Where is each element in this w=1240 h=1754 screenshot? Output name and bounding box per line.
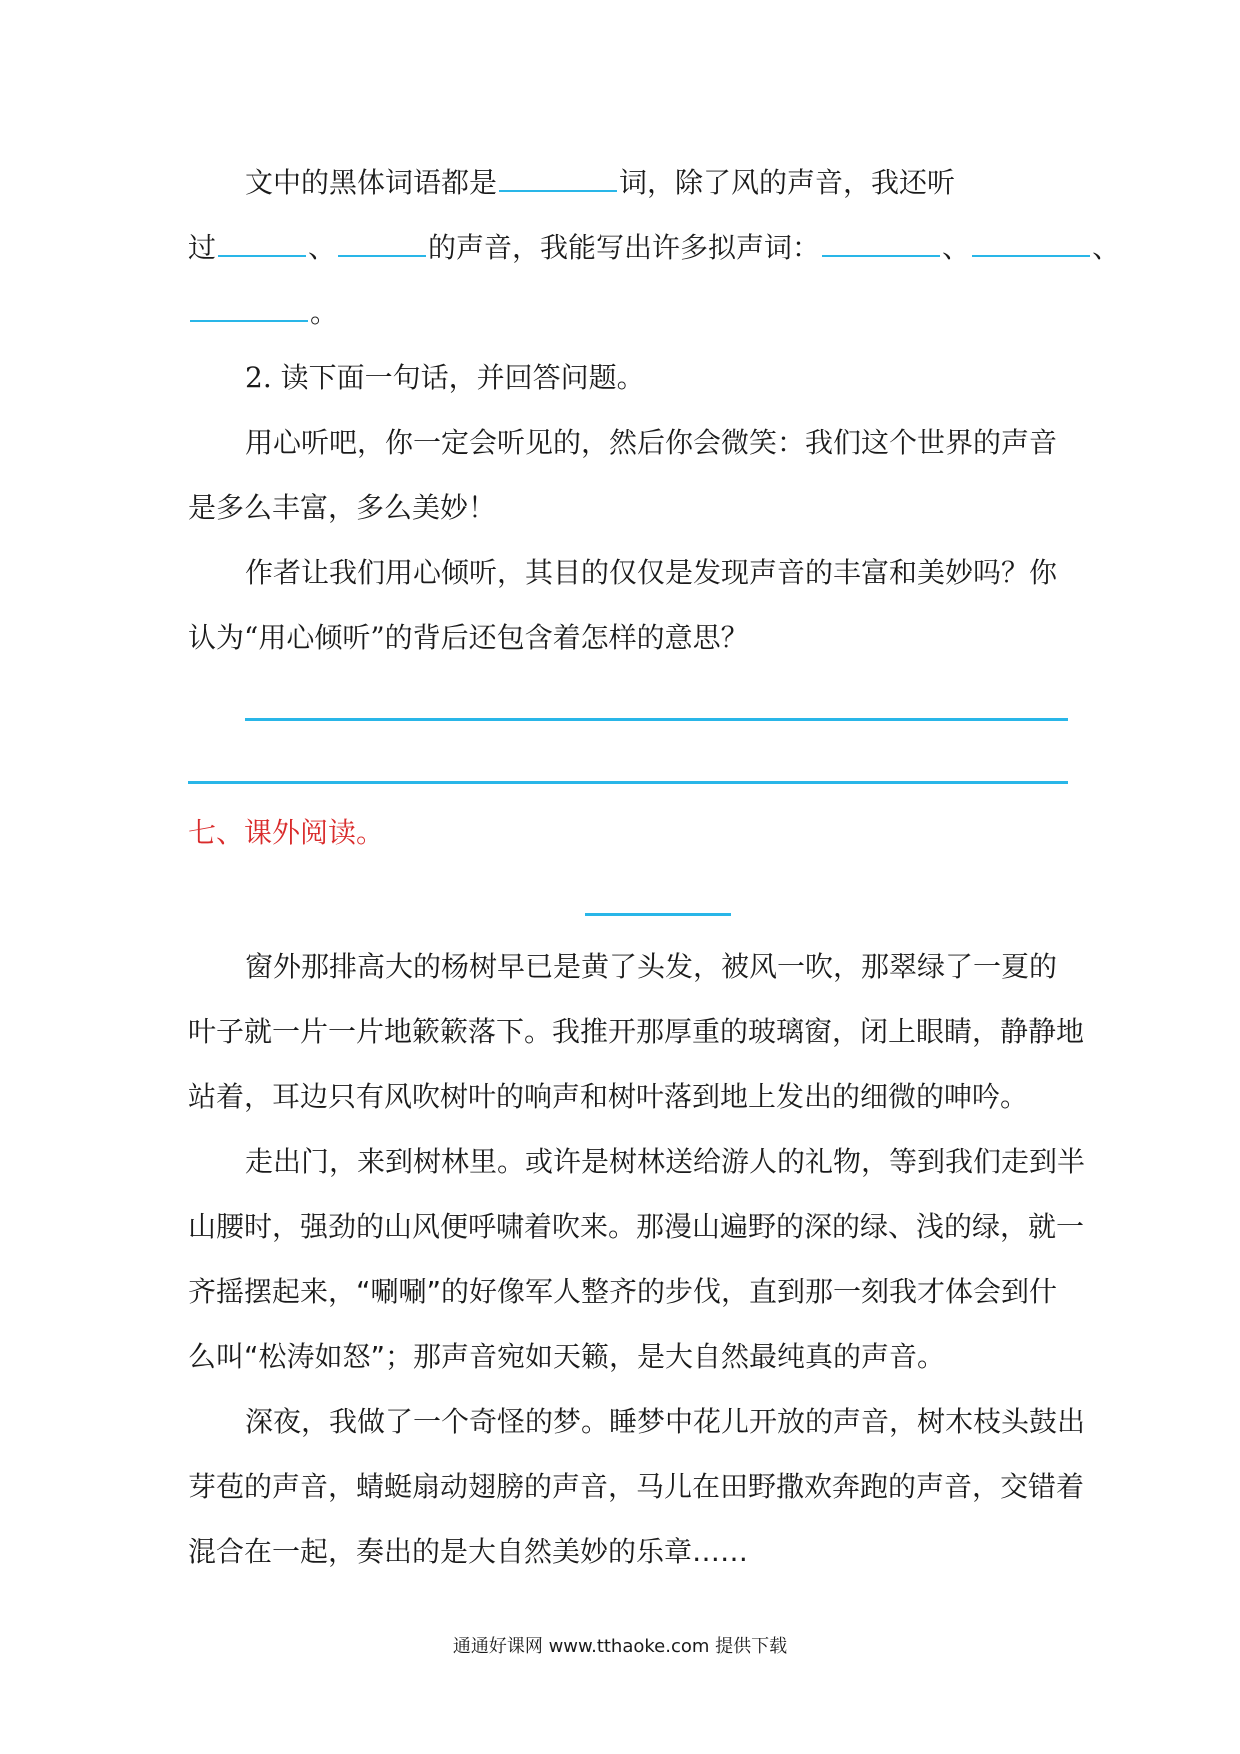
passage-line: 走出门，来到树林里。或许是树林送给游人的礼物，等到我们走到半 (245, 1145, 1086, 1178)
fill-blank[interactable] (822, 221, 940, 257)
fill-blank[interactable] (338, 221, 426, 257)
fill-blank[interactable] (190, 286, 308, 322)
passage-line: 山腰时，强劲的山风便呼啸着吹来。那漫山遍野的深的绿、浅的绿，就一 (188, 1210, 1085, 1243)
q2-ask-line-1: 作者让我们用心倾听，其目的仅仅是发现声音的丰富和美妙吗？你 (245, 556, 1058, 589)
answer-line[interactable] (245, 718, 1068, 721)
q1-text: 词，除了风的声音，我还听 (619, 166, 956, 199)
passage-line: 么叫“松涛如怒”；那声音宛如天籁，是大自然最纯真的声音。 (188, 1340, 946, 1373)
fill-blank[interactable] (499, 156, 617, 192)
fill-blank[interactable] (972, 221, 1090, 257)
exercise-block (188, 150, 1121, 670)
passage-line: 混合在一起，奏出的是大自然美妙的乐章…… (188, 1535, 749, 1568)
q2-quote-line-1: 用心听吧，你一定会听见的，然后你会微笑：我们这个世界的声音 (245, 426, 1058, 459)
q1-line-2 (188, 215, 1121, 280)
reading-passage (188, 934, 1086, 1584)
fill-blank[interactable] (218, 221, 306, 257)
passage-line: 站着，耳边只有风吹树叶的响声和树叶落到地上发出的细微的呻吟。 (188, 1080, 1029, 1113)
q1-text: 过 (188, 231, 217, 264)
q1-text: 。 (310, 296, 339, 329)
passage-line: 芽苞的声音，蜻蜓扇动翅膀的声音，马儿在田野撒欢奔跑的声音，交错着 (188, 1470, 1085, 1503)
q2-ask-line-2: 认为“用心倾听”的背后还包含着怎样的意思？ (188, 621, 749, 654)
q1-text: 的声音，我能写出许多拟声词： (428, 231, 821, 264)
q1-line-3 (188, 280, 1068, 345)
separator: 、 (1092, 231, 1121, 264)
q2-title: 2. 读下面一句话，并回答问题。 (245, 361, 645, 394)
passage-line: 深夜，我做了一个奇怪的梦。睡梦中花儿开放的声音，树木枝头鼓出 (245, 1405, 1086, 1438)
q1-text: 文中的黑体词语都是 (245, 166, 498, 199)
separator: 、 (942, 231, 971, 264)
passage-line: 叶子就一片一片地簌簌落下。我推开那厚重的玻璃窗，闭上眼睛，静静地 (188, 1015, 1085, 1048)
separator: 、 (308, 231, 337, 264)
passage-line: 齐摇摆起来，“唰唰”的好像军人整齐的步伐，直到那一刻我才体会到什 (188, 1275, 1058, 1308)
passage-line: 窗外那排高大的杨树早已是黄了头发，被风一吹，那翠绿了一夏的 (245, 950, 1058, 983)
page-footer: 通通好课网 www.tthaoke.com 提供下载 (452, 1636, 788, 1657)
title-blank[interactable] (585, 913, 731, 916)
section-heading: 七、课外阅读。 (188, 816, 385, 849)
q1-line-1 (188, 150, 1068, 215)
answer-line[interactable] (188, 781, 1068, 784)
q2-quote-line-2: 是多么丰富，多么美妙！ (188, 491, 497, 524)
